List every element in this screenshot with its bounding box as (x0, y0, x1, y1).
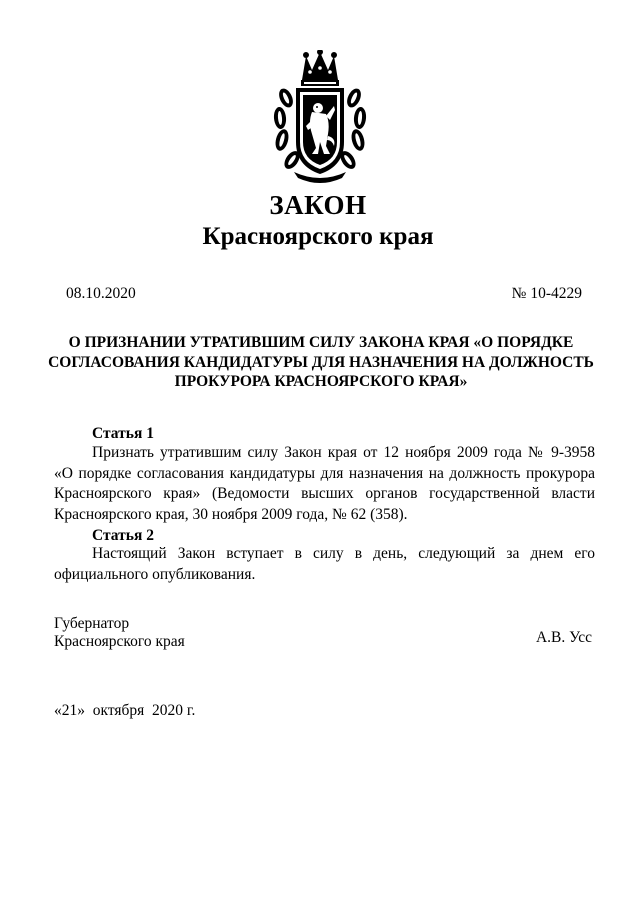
signatory-name: А.В. Усс (535, 629, 592, 646)
article-1-line: Красноярского края, 30 ноября 2009 года, № 62 (358). (54, 505, 408, 523)
article-2-line: официального опубликования. (54, 565, 256, 583)
signed-date: «21» октября 2020 г. (54, 702, 196, 719)
signatory-position-line1: Губернатор (54, 615, 130, 632)
krasnoyarsk-coat-of-arms-icon (272, 50, 368, 184)
article-1-title: Статья 1 (92, 425, 154, 442)
law-heading-line: ПРОКУРОРА КРАСНОЯРСКОГО КРАЯ» (174, 373, 468, 390)
law-heading-line: О ПРИЗНАНИИ УТРАТИВШИМ СИЛУ ЗАКОНА КРАЯ «О ПОРЯДКЕ (68, 334, 574, 351)
law-date: 08.10.2020 (66, 285, 136, 302)
article-2-text (54, 544, 595, 585)
law-number: № 10-4229 (511, 285, 582, 302)
article-1-line: «О порядке согласования кандидатуры для назначения на должность прокурора (54, 464, 595, 482)
article-2-line: Настоящий Закон вступает в силу в день, следующий за днем его (92, 545, 595, 562)
article-1-line: Красноярского края» (Ведомости высших органов государственной власти (54, 485, 595, 502)
law-title: ЗАКОН (269, 190, 367, 220)
signatory-position-line2: Красноярского края (54, 633, 185, 650)
law-heading-line: СОГЛАСОВАНИЯ КАНДИДАТУРЫ ДЛЯ НАЗНАЧЕНИЯ НА ДОЛЖНОСТЬ (48, 353, 594, 371)
article-1-text (54, 443, 595, 525)
law-heading (48, 333, 594, 392)
law-region-subtitle: Красноярского края (202, 223, 434, 250)
article-1-line: Признать утратившим силу Закон края от 12 ноября 2009 года № 9-3958 (92, 444, 595, 461)
article-2-title: Статья 2 (92, 527, 154, 544)
